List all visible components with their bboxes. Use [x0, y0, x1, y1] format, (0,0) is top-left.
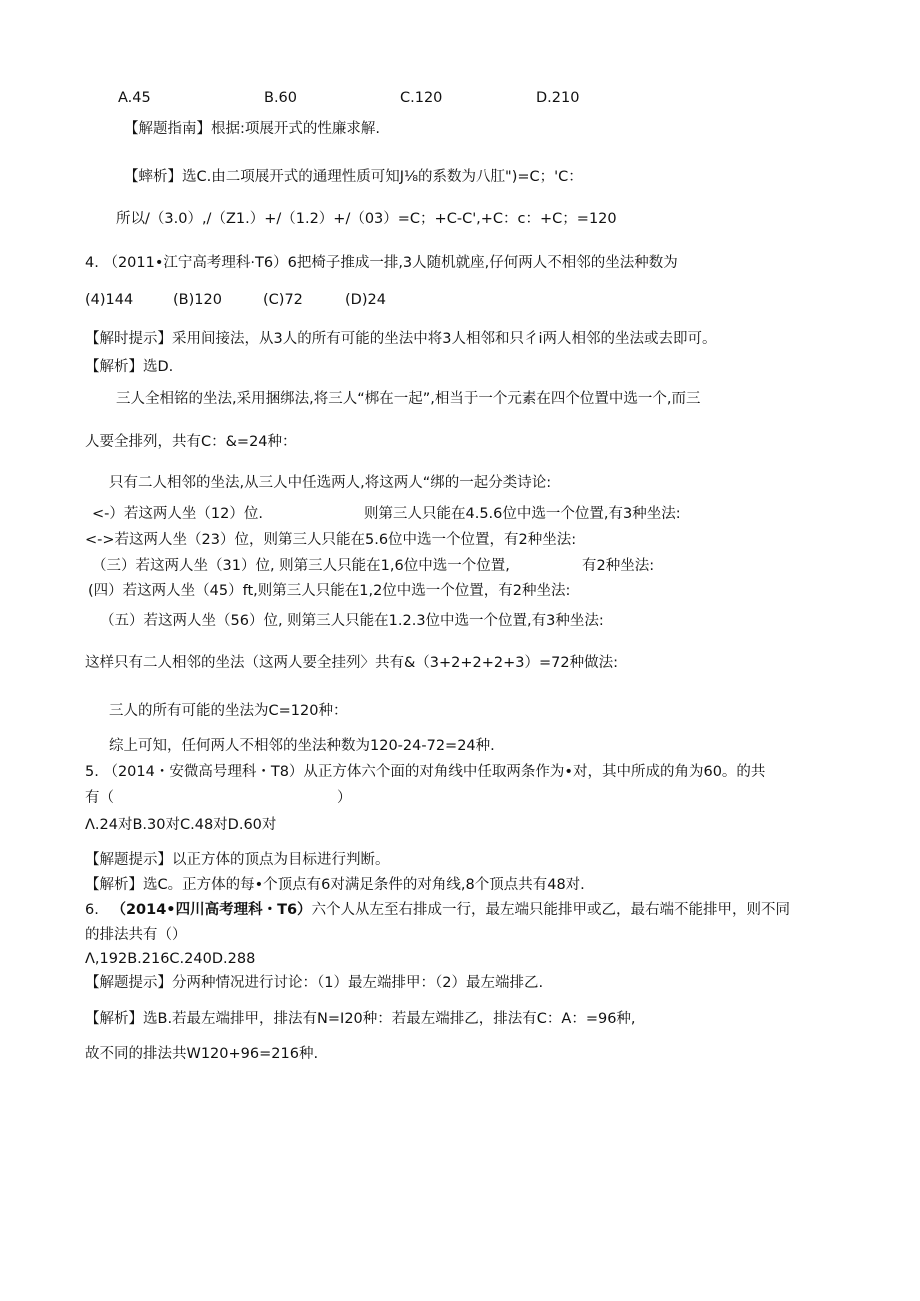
q4-case-3-result: 有2种坐法: [582, 558, 655, 574]
q4-paragraph-1: 三人全相铭的坐法,采用捆绑法,将三人“梆在一起”,相当于一个元素在四个位置中选一个,而三 [116, 391, 701, 407]
q3-option-c: C.120 [400, 90, 443, 106]
q6-answer: 【解析】选B.若最左端排甲，排法有N=I20种：若最左端排乙，排法有C：A：=96种, [85, 1011, 636, 1027]
q4-answer: 【解析】选D. [85, 359, 174, 375]
q4-hint: 【解时提示】采用间接法，从3人的所有可能的坐法中将3人相邻和只彳i两人相邻的坐法或去即可。 [85, 331, 717, 347]
q4-option-c: (C)72 [263, 292, 303, 308]
q4-paragraph-3: 只有二人相邻的坐法,从三人中任选两人,将这两人“绑的一起分类诗论: [109, 475, 552, 491]
q4-option-d: (D)24 [345, 292, 386, 308]
q5-question-paren-close: ） [337, 790, 352, 806]
q5-question-line-1: 5. （2014・安微高号理科・T8）从正方体六个面的对角线中任取两条作为•对，其中所成的角为60。的共 [85, 764, 766, 780]
q4-case-4: (四）若这两人坐（45）ft,则第三人只能在1,2位中选一个位置，有2种坐法: [88, 583, 571, 599]
q3-option-a: A.45 [118, 90, 151, 106]
q6-conclusion: 故不同的排法共W120+96=216种. [85, 1046, 319, 1062]
q4-paragraph-5: 三人的所有可能的坐法为C=120种： [109, 703, 348, 719]
q6-hint: 【解题提示】分两种情况进行讨论：（1）最左端排甲：（2）最左端排乙. [85, 975, 544, 991]
q4-option-a: (4)144 [85, 292, 134, 308]
q4-paragraph-4: 这样只有二人相邻的坐法（这两人要全挂列〉共有&（3+2+2+2+3）=72种做法: [85, 655, 619, 671]
q3-so: 所以/（3.0）,/（Z1.）+/（1.2）+/（03）=C；+C-C',+C：c：+C；=120 [116, 211, 617, 227]
q4-paragraph-2: 人要全排列，共有C：&=24种： [85, 434, 297, 450]
q6-question-line-2: 的排法共有（） [85, 927, 187, 943]
q5-options: Λ.24对B.30对C.48对D.60对 [85, 817, 277, 833]
q3-option-b: B.60 [264, 90, 298, 106]
q4-conclusion: 综上可知，任何两人不相邻的坐法种数为120-24-72=24种. [109, 738, 495, 754]
q6-number: 6. [85, 902, 99, 918]
q5-hint: 【解题提示】以正方体的顶点为目标进行判断。 [85, 852, 390, 868]
q5-question-line-2: 有（ [85, 790, 114, 806]
q6-question-line-1 [85, 900, 790, 920]
q3-options [118, 88, 678, 108]
q3-guide: 【解题指南】根据:项展开式的性廉求解. [124, 121, 380, 137]
q4-question: 4. （2011•江宁高考理科·T6）6把椅子推成一排,3人随机就座,仔何两人不相邻的坐法种数为 [85, 255, 678, 271]
q6-question-text: 六个人从左至右排成一行，最左端只能排甲或乙，最右端不能排甲，则不同 [311, 902, 791, 918]
q4-option-b: (B)120 [173, 292, 222, 308]
q6-source: （2014•四川高考理科・T6） [111, 902, 312, 918]
q4-case-1: <-）若这两人坐（12）位. [92, 506, 263, 522]
q4-options [85, 290, 405, 310]
q4-case-2: <->若这两人坐（23）位，则第三人只能在5.6位中选一个位置，有2种坐法: [85, 532, 577, 548]
q6-options: Λ,192B.216C.240D.288 [85, 951, 256, 967]
q4-case-3: （三）若这两人坐（31）位, 则第三人只能在1,6位中选一个位置, [92, 558, 510, 574]
q4-case-5: （五）若这两人坐（56）位, 则第三人只能在1.2.3位中选一个位置,有3种坐法: [100, 613, 604, 629]
q5-answer: 【解析】选C。正方体的每•个顶点有6对满足条件的对角线,8个顶点共有48对. [85, 877, 585, 893]
q4-case-1-result: 则第三人只能在4.5.6位中选一个位置,有3种坐法: [364, 506, 681, 522]
q3-option-d: D.210 [536, 90, 580, 106]
q3-analysis: 【蟀析】选C.由二项展开式的通理性质可知J⅛的系数为八肛")=C；'C： [124, 169, 583, 185]
